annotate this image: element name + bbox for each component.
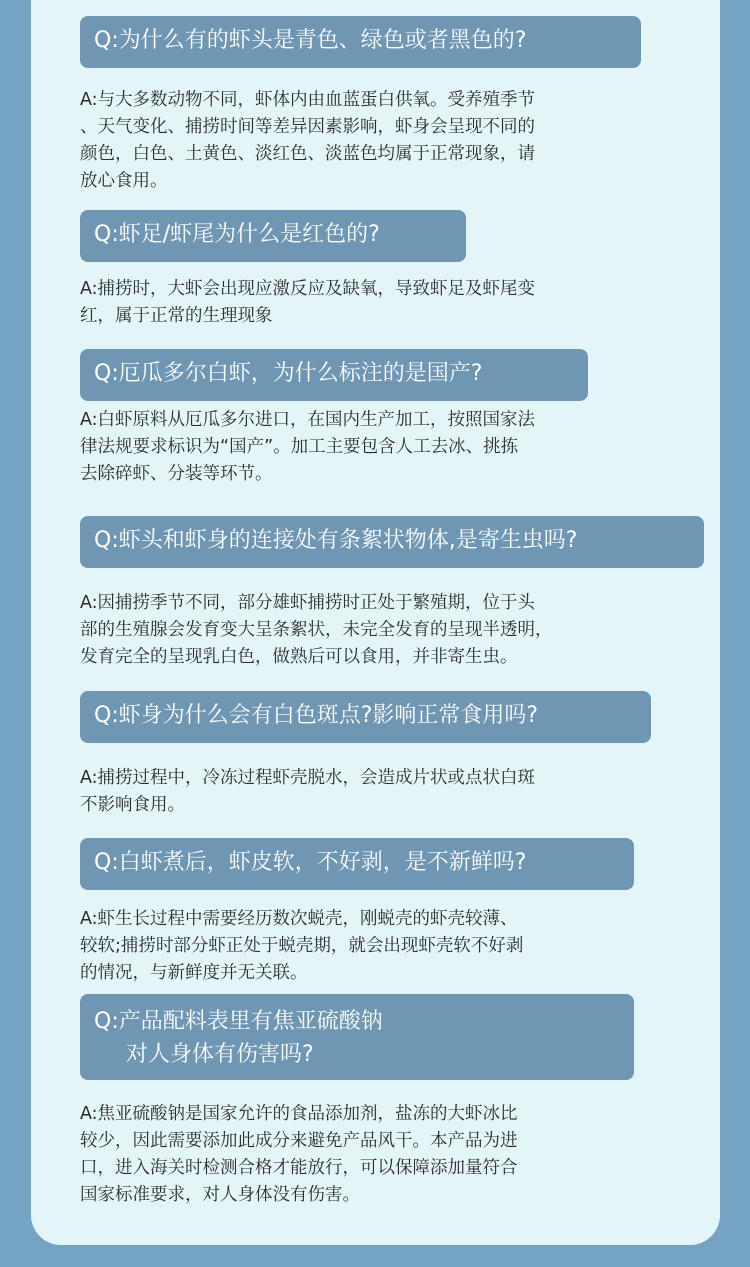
faq-answer-6-line-1: A:虾生长过程中需要经历数次蜕壳，刚蜕壳的虾壳较薄、 — [80, 909, 518, 929]
faq-question-2 — [80, 210, 466, 262]
faq-answer-1-line-1: A:与大多数动物不同，虾体内由血蓝蛋白供氧。受养殖季节 — [80, 90, 536, 110]
faq-answer-7-line-4: 国家标准要求，对人身体没有伤害。 — [80, 1185, 360, 1205]
faq-answer-7 — [80, 1101, 518, 1209]
faq-answer-5-line-1: A:捕捞过程中，冷冻过程虾壳脱水，会造成片状或点状白斑 — [80, 768, 536, 788]
faq-answer-1 — [80, 87, 535, 195]
faq-answer-6-line-3: 的情况，与新鲜度并无关联。 — [80, 963, 308, 983]
faq-answer-4-line-2: 部的生殖腺会发育变大呈条絮状，未完全发育的呈现半透明， — [80, 620, 553, 640]
faq-answer-1-line-3: 颜色，白色、土黄色、淡红色、淡蓝色均属于正常现象，请 — [80, 144, 535, 164]
faq-answer-7-line-3: 口，进入海关时检测合格才能放行，可以保障添加量符合 — [80, 1158, 518, 1178]
faq-question-1-text: Q:为什么有的虾头是青色、绿色或者黑色的? — [94, 28, 527, 53]
faq-question-2-text: Q:虾足/虾尾为什么是红色的? — [94, 222, 380, 247]
faq-answer-6-line-2: 较软;捕捞时部分虾正处于蜕壳期，就会出现虾壳软不好剥 — [80, 936, 524, 956]
faq-question-3-text: Q:厄瓜多尔白虾，为什么标注的是国产? — [94, 361, 483, 386]
faq-question-5-text: Q:虾身为什么会有白色斑点?影响正常食用吗? — [94, 703, 539, 728]
faq-question-7-text: Q:产品配料表里有焦亚硫酸钠 — [94, 1009, 383, 1034]
faq-answer-1-line-4: 放心食用。 — [80, 171, 168, 191]
faq-question-4 — [80, 516, 704, 568]
faq-answer-3-line-1: A:白虾原料从厄瓜多尔进口，在国内生产加工，按照国家法 — [80, 410, 536, 430]
faq-question-6-text: Q:白虾煮后，虾皮软，不好剥，是不新鲜吗? — [94, 850, 527, 875]
faq-answer-7-line-1: A:焦亚硫酸钠是国家允许的食品添加剂，盐冻的大虾冰比 — [80, 1104, 518, 1124]
faq-answer-5-line-2: 不影响食用。 — [80, 795, 185, 815]
faq-answer-2-line-1: A:捕捞时，大虾会出现应激反应及缺氧，导致虾足及虾尾变 — [80, 279, 536, 299]
faq-answer-3 — [80, 407, 535, 488]
faq-question-7 — [80, 994, 634, 1080]
faq-answer-3-line-3: 去除碎虾、分装等环节。 — [80, 464, 273, 484]
faq-answer-1-line-2: 、天气变化、捕捞时间等差异因素影响，虾身会呈现不同的 — [80, 117, 535, 137]
faq-question-7-text-line-2: 对人身体有伤害吗? — [126, 1042, 314, 1067]
faq-answer-4 — [80, 590, 553, 671]
faq-question-6 — [80, 838, 634, 890]
faq-answer-4-line-1: A:因捕捞季节不同，部分雄虾捕捞时正处于繁殖期，位于头 — [80, 593, 536, 613]
faq-answer-6 — [80, 906, 523, 987]
faq-question-5 — [80, 691, 651, 743]
faq-answer-3-line-2: 律法规要求标识为“国产”。加工主要包含人工去冰、挑拣 — [80, 437, 519, 457]
faq-question-1 — [80, 16, 641, 68]
faq-answer-4-line-3: 发育完全的呈现乳白色，做熟后可以食用，并非寄生虫。 — [80, 647, 518, 667]
faq-answer-7-line-2: 较少，因此需要添加此成分来避免产品风干。本产品为进 — [80, 1131, 518, 1151]
faq-question-4-text: Q:虾头和虾身的连接处有条絮状物体,是寄生虫吗? — [94, 528, 578, 553]
faq-question-3 — [80, 349, 588, 401]
faq-answer-2-line-2: 红，属于正常的生理现象 — [80, 306, 273, 326]
faq-answer-5 — [80, 765, 535, 819]
faq-answer-2 — [80, 276, 535, 330]
